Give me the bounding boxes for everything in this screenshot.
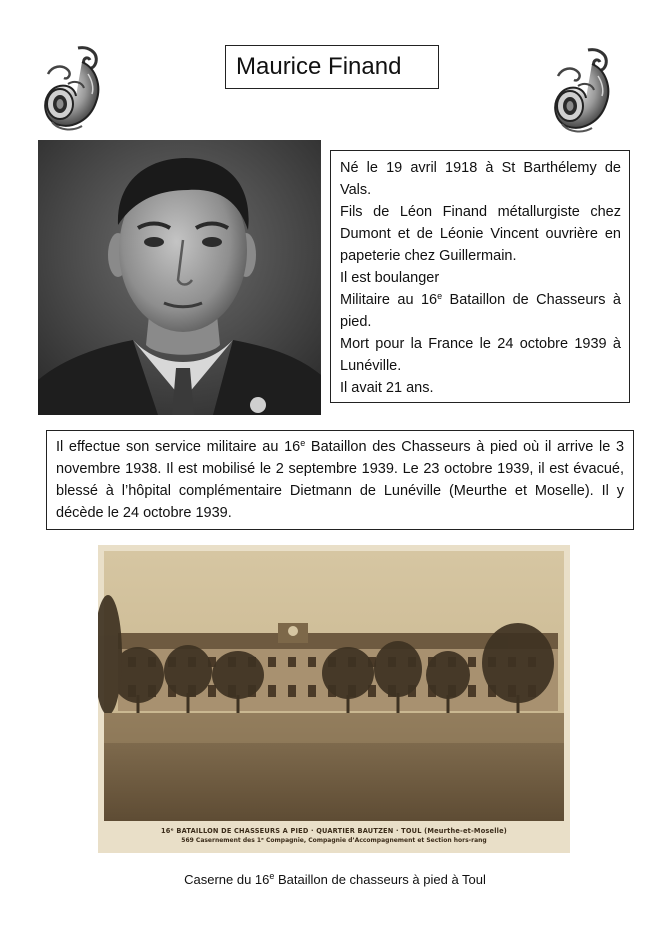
- barracks-postcard-photo: [98, 545, 570, 853]
- service-text-start: Il effectue son service militaire au 16: [56, 439, 301, 455]
- service-text-box: [46, 430, 634, 530]
- military-line-end: Bataillon de Chasseurs à pied.: [340, 292, 621, 330]
- death-line: Mort pour la France le 24 octobre 1939 à Lunéville.: [340, 336, 621, 374]
- postcard-caption-line2: 569 Casernement des 1ᵉ Compagnie, Compagnie d’Accompagnement et Section hors-rang: [181, 837, 487, 844]
- profession-line: Il est boulanger: [340, 270, 440, 286]
- birth-line: Né le 19 avril 1918 à St Barthélemy de Vals.: [340, 160, 621, 198]
- hunting-horn-insignia-icon: [38, 44, 106, 136]
- age-line: Il avait 21 ans.: [340, 380, 434, 396]
- service-text-end: Bataillon des Chasseurs à pied où il arrive le 3 novembre 1938. Il est mobilisé le 2 septembre 1939. Le 23 octobre 1939, il est évacué, blessé à l’hôpital complémentaire Dietmann de Lunéville (Meurthe et Moselle). Il y décède le 24 octobre 1939.: [56, 439, 625, 521]
- military-line-start: Militaire au 16: [340, 292, 438, 308]
- military-line: [340, 289, 621, 333]
- bio-text-box: [330, 150, 630, 403]
- photo-caption: [0, 872, 670, 887]
- page-title: Maurice Finand: [225, 45, 439, 89]
- caption-end: Bataillon de chasseurs à pied à Toul: [274, 872, 486, 887]
- portrait-photo: [38, 140, 321, 415]
- ordinal-suffix: e: [437, 291, 443, 301]
- caption-start: Caserne du 16: [184, 872, 270, 887]
- ordinal-suffix: e: [269, 871, 275, 881]
- parents-line: Fils de Léon Finand métallurgiste chez Dumont et de Léonie Vincent ouvrière en papeterie chez Guillermain.: [340, 204, 621, 264]
- hunting-horn-insignia-icon: [548, 46, 616, 138]
- postcard-caption-line1: 16ᵉ BATAILLON DE CHASSEURS A PIED · QUARTIER BAUTZEN · TOUL (Meurthe-et-Moselle): [160, 827, 508, 835]
- ordinal-suffix: e: [300, 438, 306, 448]
